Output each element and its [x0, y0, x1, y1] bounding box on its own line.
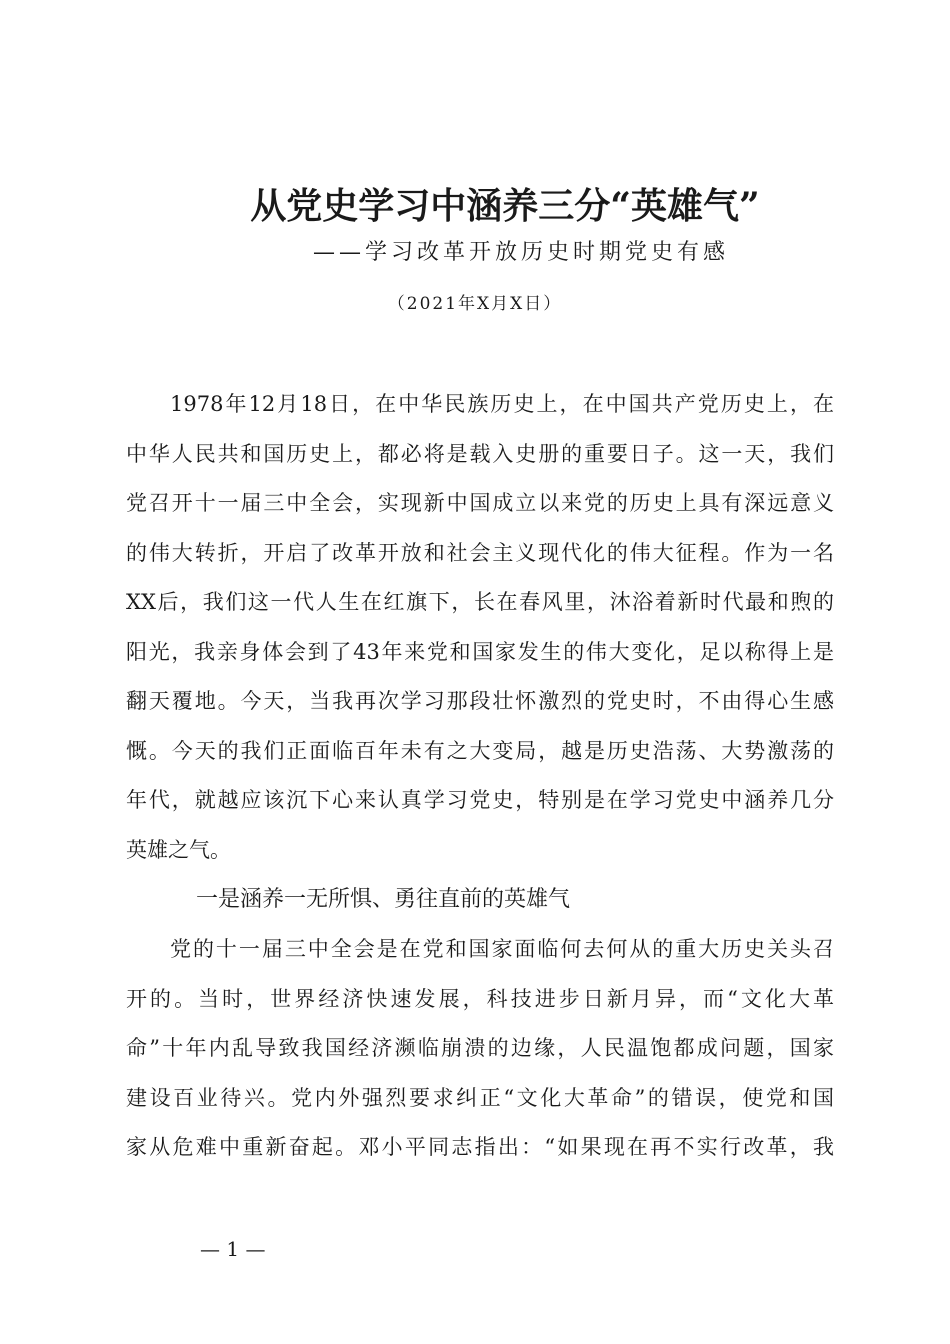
- paragraph-line: 建设百业待兴。党内外强烈要求纠正“文化大革命”的错误，使党和国: [126, 1085, 834, 1110]
- paragraph-line: 家从危难中重新奋起。邓小平同志指出：“如果现在再不实行改革，我: [126, 1135, 834, 1159]
- paragraph-line: 命”十年内乱导致我国经济濒临崩溃的边缘，人民温饱都成问题，国家: [126, 1036, 834, 1060]
- paragraph-line: 党的十一届三中全会是在党和国家面临何去何从的重大历史关头召: [170, 937, 834, 961]
- paragraph-line: 党召开十一届三中全会，实现新中国成立以来党的历史上具有深远意义: [126, 491, 834, 515]
- page-number: — 1 —: [200, 1237, 266, 1261]
- paragraph-line: 1978年12月18日，在中华民族历史上，在中国共产党历史上，在: [170, 392, 834, 416]
- paragraph-line: 翻天覆地。今天，当我再次学习那段壮怀激烈的党史时，不由得心生感: [126, 689, 834, 713]
- paragraph-line: 阳光，我亲身体会到了43年来党和国家发生的伟大变化，足以称得上是: [126, 639, 834, 664]
- paragraph-line: 年代，就越应该沉下心来认真学习党史，特别是在学习党史中涵养几分: [126, 788, 834, 812]
- document-title: 从党史学习中涵养三分“英雄气”: [250, 185, 760, 227]
- paragraph-line: 英雄之气。: [126, 837, 231, 862]
- document-date: （2021年X月X日）: [387, 294, 563, 314]
- paragraph-line: XX后，我们这一代人生在红旗下，长在春风里，沐浴着新时代最和煦的: [126, 590, 834, 614]
- document-subtitle: ——学习改革开放历史时期党史有感: [313, 240, 730, 265]
- paragraph-line: 的伟大转折，开启了改革开放和社会主义现代化的伟大征程。作为一名: [126, 540, 834, 565]
- paragraph-line: 慨。今天的我们正面临百年未有之大变局，越是历史浩荡、大势激荡的: [126, 738, 834, 763]
- section-heading: 一是涵养一无所惧、勇往直前的英雄气: [196, 887, 571, 912]
- paragraph-line: 中华人民共和国历史上，都必将是载入史册的重要日子。这一天，我们: [126, 441, 834, 466]
- paragraph-2: [126, 925, 834, 1173]
- paragraph-line: 开的。当时，世界经济快速发展，科技进步日新月异，而“文化大革: [126, 986, 834, 1011]
- paragraph-1: [126, 380, 834, 875]
